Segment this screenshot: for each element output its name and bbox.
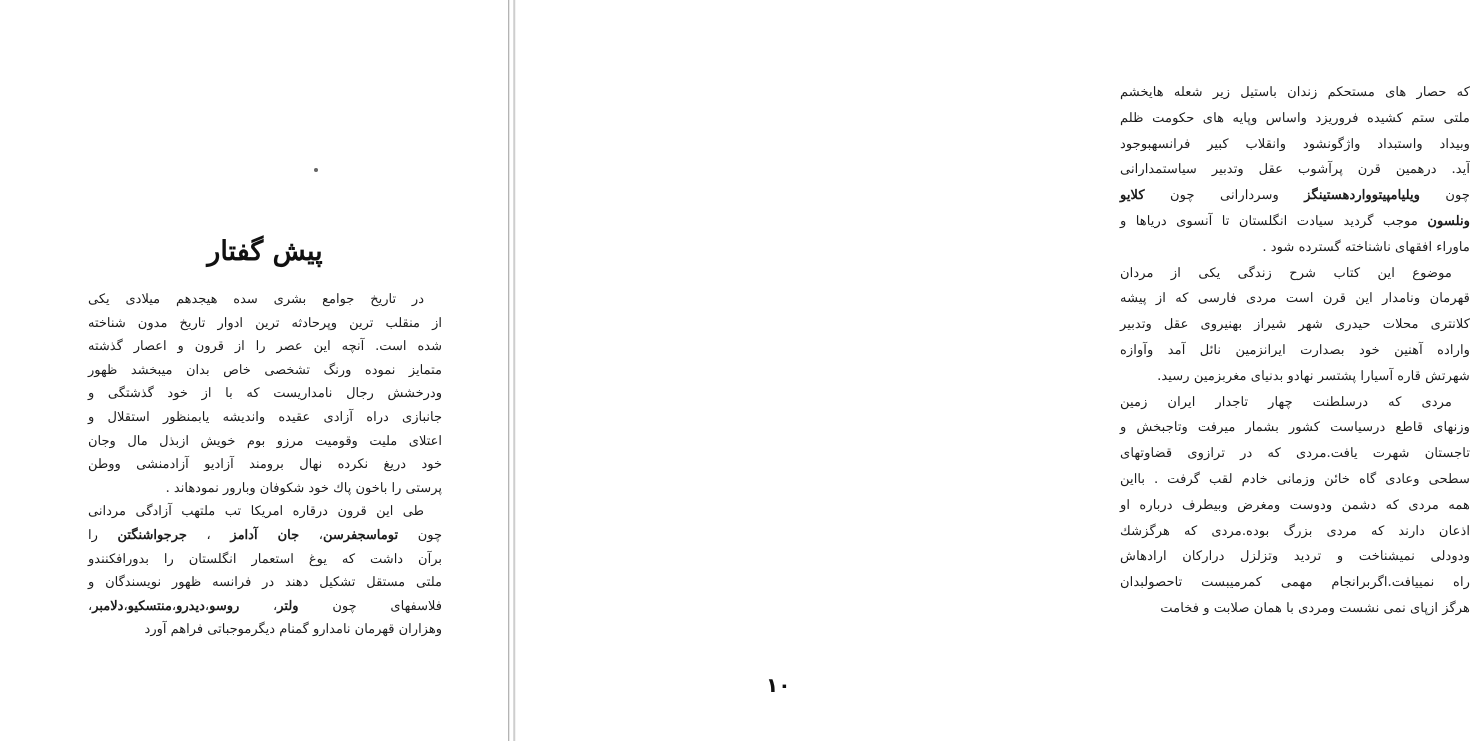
text-line: متمایز نموده ورنگ تشخصی خاص بدان میبخشد ظهور: [88, 362, 442, 378]
text-line: ودودلی نمیشناخت و تردید وتزلزل درارکان ارادهاش: [1120, 549, 1470, 565]
text-line: در تاریخ جوامع بشری سده هیجدهم میلادی یکی: [88, 292, 424, 307]
text-line: ونلسون موجب گردید سیادت انگلستان تا آنسوی دریاها و: [1120, 213, 1470, 229]
text-line: تاجستان شهرت یافت.مردی که در ترازوی قضاوتهای: [1120, 446, 1470, 462]
text-line: شده است. آنچه این عصر را از قرون و اعصار گذشته: [88, 339, 442, 355]
text-line: اعتلای ملیت وقومیت مرزو بوم خویش ازبذل مال وجان: [88, 433, 442, 449]
ink-speck: [314, 168, 318, 172]
left-page: [0, 0, 508, 741]
text-line: وزنهای قاطع درسیاست کشور بشمار میرفت وتاجبخش و: [1120, 420, 1470, 436]
left-page-text: [88, 288, 442, 642]
text-line: از منقلب ترین وپرحادثه ترین ادوار تاریخ مدون شناخته: [88, 315, 442, 331]
text-line: برآن داشت که یوغ استعمار انگلستان را بدورافکنندو: [88, 551, 442, 567]
text-line: وهزاران قهرمان نامدارو گمنام دیگرموجباتی فراهم آورد: [144, 622, 442, 638]
text-line: واراده آهنین خود بصدارت ایرانزمین نائل آمد وآوازه: [1120, 342, 1470, 358]
text-line: طی این قرون درقاره امریکا تب ملتهب آزادگی مردانی: [88, 504, 424, 520]
text-line: وبیداد واستبداد واژگونشود وانقلاب کبیر فرانسهبوجود: [1120, 136, 1470, 152]
text-line: راه نمییافت.اگربرانجام مهمی کمرمیبست تاحصولبدان: [1120, 575, 1470, 591]
text-line: چون ویلیامپیتوواردهستینگز وسردارانی چون کلایو: [1120, 188, 1470, 204]
text-line: آید. درهمین قرن پرآشوب عقل وتدبیر سیاستمدارانی: [1120, 162, 1470, 178]
text-line: ملتی ستم کشیده فروریزد واساس وپایه های حکومت ظلم: [1120, 110, 1470, 126]
text-line: که حصار های مستحکم زندان باستیل زیر شعله هایخشم: [1120, 85, 1470, 100]
preface-heading: پیش گفتار: [207, 236, 323, 267]
text-line: هرگز ازپای نمی نشست ومردی با همان صلابت و فخامت: [1160, 600, 1470, 616]
text-line: سطحی وعادی گاه خائن وزمانی خادم لقب گرفت . بااین: [1120, 471, 1470, 487]
text-line: اذعان دارند که مردی بزرگ بوده.مردی که هرگزشك: [1120, 523, 1470, 539]
text-line: خود دریغ نکرده نهال برومند آزادیو آزادمنشی ووطن: [88, 457, 442, 473]
text-line: مردی که درسلطنت چهار تاجدار ایران زمین: [1120, 394, 1452, 410]
text-line: همه مردی که دشمن ودوست ومغرض وبیطرف درباره او: [1120, 497, 1470, 513]
text-line: کلانتری محلات حیدری شهر شیراز بهنیروی عقل وتدبیر: [1120, 317, 1470, 333]
text-line: ملتی مستقل تشکیل دهند در فرانسه ظهور نویسندگان و: [88, 575, 442, 591]
text-line: موضوع این کتاب شرح زندگی یکی از مردان: [1120, 265, 1452, 281]
text-line: ودرخشش رجال نامداریست که با از خود گذشتگی و: [88, 386, 442, 402]
page-number: ۱۰: [766, 673, 791, 697]
text-line: چون توماسجفرسن، جان آدامز ، جرجواشنگتن را: [88, 527, 443, 543]
text-line: شهرتش قاره آسیارا پشتسر نهادو بدنیای مغربزمین رسید.: [1157, 368, 1470, 384]
text-line: قهرمان ونامدار این قرن است مردی فارسی که از پیشه: [1120, 291, 1470, 307]
text-line: پرستی را باخون پاك خود شكوفان وبارور نمودهاند .: [165, 480, 442, 496]
text-line: جانبازی دراه آزادی عقیده واندیشه یابمنظور استقلال و: [88, 409, 442, 425]
right-page-text: [1120, 80, 1470, 622]
text-line: ماوراء افقهای ناشناخته گسترده شود .: [1262, 239, 1470, 255]
book-gutter: [508, 0, 516, 741]
text-line: فلاسفهای چون ولتر، روسو،دیدرو،منتسکیو،دلامبر،: [88, 598, 442, 614]
right-page: [516, 0, 1470, 741]
